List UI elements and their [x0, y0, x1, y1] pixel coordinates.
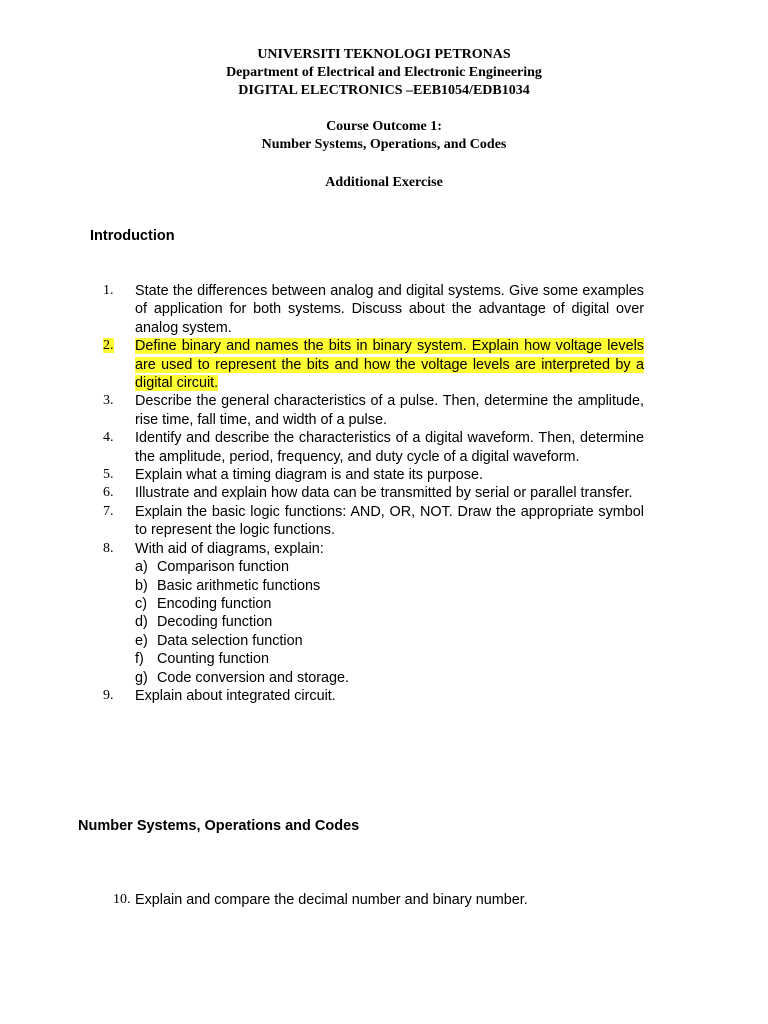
question-number: 5. [103, 467, 114, 483]
sub-item [135, 650, 644, 668]
sub-item-text: Code conversion and storage. [157, 669, 349, 686]
question-text: Explain about integrated circuit. [135, 687, 336, 704]
question-list-introduction [0, 282, 768, 705]
sub-item-letter: a) [135, 559, 148, 576]
question-item [0, 540, 644, 687]
sub-item [135, 613, 644, 631]
question-text: Explain the basic logic functions: AND, OR, NOT. Draw the appropriate symbol to represent the logic functions. [135, 503, 644, 539]
sub-item-text: Basic arithmetic functions [157, 577, 321, 594]
question-item [0, 891, 644, 909]
question-number: 4. [103, 430, 114, 446]
section-heading-introduction: Introduction [90, 228, 175, 244]
question-item [0, 392, 644, 429]
question-item [0, 429, 644, 466]
sub-item-text: Decoding function [157, 614, 273, 631]
sub-item-list [135, 558, 644, 687]
sub-item-text: Encoding function [157, 595, 272, 612]
sub-item [135, 558, 644, 576]
sub-item-text: Comparison function [157, 559, 289, 576]
question-number: 3. [103, 393, 114, 409]
question-text: With aid of diagrams, explain: [135, 540, 324, 557]
course-title: DIGITAL ELECTRONICS –EEB1054/EDB1034 [238, 83, 530, 98]
question-number [103, 337, 133, 355]
question-number: 7. [103, 503, 114, 519]
sub-item [135, 577, 644, 595]
sub-item [135, 632, 644, 650]
question-item [0, 466, 644, 484]
question-list-number-systems [0, 891, 768, 909]
sub-item-letter: f) [135, 651, 144, 668]
sub-item-text: Data selection function [157, 632, 303, 649]
question-number: 10. [113, 892, 131, 907]
question-number: 6. [103, 485, 114, 501]
sub-item-letter: d) [135, 614, 148, 631]
sub-item-letter: e) [135, 632, 148, 649]
sub-item-letter: g) [135, 669, 148, 686]
question-text: Explain and compare the decimal number and binary number. [135, 892, 528, 908]
course-outcome-title: Number Systems, Operations, and Codes [261, 137, 507, 152]
question-text: Illustrate and explain how data can be transmitted by serial or parallel transfer. [135, 485, 633, 502]
sub-item-letter: c) [135, 595, 147, 612]
question-item [0, 687, 644, 705]
question-text: Explain what a timing diagram is and state its purpose. [135, 467, 483, 484]
question-text: State the differences between analog and digital systems. Give some examples of application for both systems. Discuss about the advantage of digital over analog system. [135, 283, 644, 336]
question-item-highlighted [0, 337, 644, 392]
question-number-text: 2. [103, 338, 114, 354]
question-number: 9. [103, 687, 114, 703]
sub-item-letter: b) [135, 577, 148, 594]
sub-item [135, 669, 644, 687]
question-text: Describe the general characteristics of a pulse. Then, determine the amplitude, rise time, fall time, and width of a pulse. [135, 393, 644, 428]
question-text: Identify and describe the characteristics of a digital waveform. Then, determine the amplitude, period, frequency, and duty cycle of a digital waveform. [135, 430, 644, 465]
section-heading-number-systems: Number Systems, Operations and Codes [78, 818, 360, 834]
department-title: Department of Electrical and Electronic Engineering [226, 65, 542, 80]
sub-item [135, 595, 644, 613]
highlighted-text: Define binary and names the bits in binary system. Explain how voltage levels are used to represent the bits and how the voltage levels are interpreted by a digital circuit. [135, 338, 644, 392]
question-number: 8. [103, 540, 114, 556]
question-number: 1. [103, 283, 114, 298]
university-title: UNIVERSITI TEKNOLOGI PETRONAS [257, 47, 511, 62]
course-outcome-label: Course Outcome 1: [326, 119, 442, 134]
sub-item-text: Counting function [157, 651, 270, 668]
question-item [0, 484, 644, 502]
question-item [0, 503, 644, 540]
exercise-title: Additional Exercise [325, 175, 443, 190]
question-text [135, 337, 644, 392]
question-item [0, 282, 644, 337]
